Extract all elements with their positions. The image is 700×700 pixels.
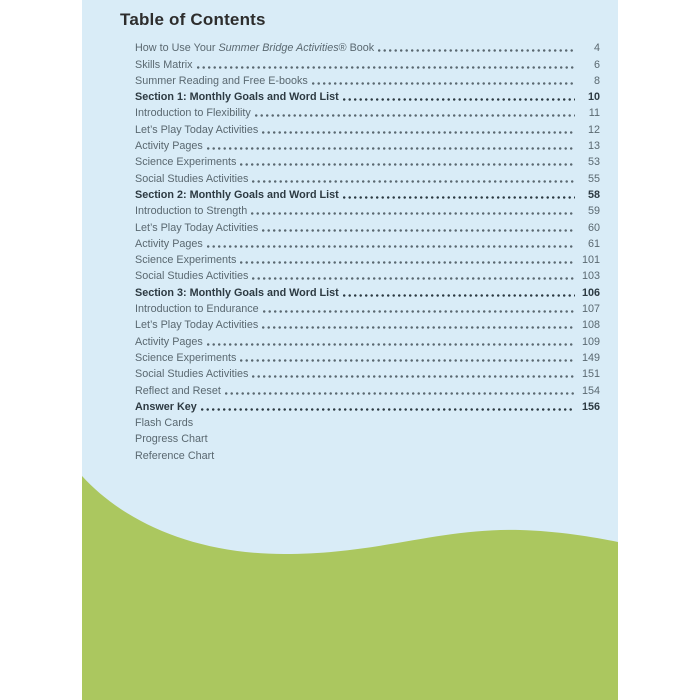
dotted-leader bbox=[207, 343, 575, 346]
dotted-leader bbox=[252, 277, 575, 280]
toc-entry-label: Activity Pages bbox=[135, 140, 203, 153]
toc-page-number: 60 bbox=[587, 221, 600, 234]
toc-row bbox=[135, 349, 600, 365]
toc-page-number: 58 bbox=[587, 188, 600, 201]
toc-row bbox=[135, 365, 600, 381]
toc-row bbox=[135, 186, 600, 202]
toc-entry-label: Activity Pages bbox=[135, 237, 203, 250]
toc-row bbox=[135, 202, 600, 218]
dotted-leader bbox=[252, 375, 575, 378]
toc-entry-label: Answer Key bbox=[135, 400, 197, 413]
toc-entry-label: Let’s Play Today Activities bbox=[135, 221, 259, 234]
toc-row bbox=[135, 72, 600, 88]
dotted-leader bbox=[240, 359, 575, 362]
dotted-leader bbox=[251, 212, 575, 215]
toc-page-number: 151 bbox=[581, 368, 600, 381]
toc-page-number: 11 bbox=[588, 107, 600, 120]
toc-row bbox=[135, 169, 600, 185]
dotted-leader bbox=[262, 326, 575, 329]
dotted-leader bbox=[343, 294, 575, 297]
toc-entry-label: Social Studies Activities bbox=[135, 270, 249, 283]
dotted-leader bbox=[197, 66, 575, 69]
toc-row bbox=[135, 235, 600, 251]
toc-entry-label: Skills Matrix bbox=[135, 58, 193, 71]
toc-row bbox=[135, 120, 600, 136]
dotted-leader bbox=[255, 114, 575, 117]
dotted-leader bbox=[312, 82, 575, 85]
toc-row bbox=[135, 104, 600, 120]
toc-row bbox=[135, 381, 600, 397]
toc-page-number: 53 bbox=[587, 156, 600, 169]
toc-entry-label: Summer Reading and Free E-books bbox=[135, 74, 308, 87]
toc-page-number: 107 bbox=[581, 303, 600, 316]
dotted-leader bbox=[240, 163, 575, 166]
toc-entry-label: Activity Pages bbox=[135, 335, 203, 348]
toc-list bbox=[135, 39, 600, 463]
toc-entry-label: Introduction to Endurance bbox=[135, 303, 259, 316]
wave-shape bbox=[82, 476, 618, 700]
dotted-leader bbox=[207, 245, 575, 248]
toc-row bbox=[135, 300, 600, 316]
toc-row bbox=[135, 39, 600, 55]
dotted-leader bbox=[263, 310, 575, 313]
toc-entry-label: Science Experiments bbox=[135, 254, 237, 267]
toc-row bbox=[135, 88, 600, 104]
toc-row bbox=[135, 398, 600, 414]
dotted-leader bbox=[201, 408, 575, 411]
toc-page-number: 8 bbox=[593, 74, 600, 87]
toc-row bbox=[135, 218, 600, 234]
toc-entry-label: Let’s Play Today Activities bbox=[135, 123, 259, 136]
dotted-leader bbox=[240, 261, 575, 264]
toc-entry-label: Section 3: Monthly Goals and Word List bbox=[135, 286, 339, 299]
toc-page-number: 154 bbox=[581, 384, 600, 397]
toc-row bbox=[135, 430, 600, 446]
toc-entry-label: Section 1: Monthly Goals and Word List bbox=[135, 91, 339, 104]
dotted-leader bbox=[225, 392, 575, 395]
toc-entry-label: Social Studies Activities bbox=[135, 368, 249, 381]
toc-row bbox=[135, 55, 600, 71]
dotted-leader bbox=[343, 98, 575, 101]
toc-page-number: 6 bbox=[593, 58, 600, 71]
toc-page-number: 106 bbox=[581, 286, 600, 299]
toc-entry-label: Section 2: Monthly Goals and Word List bbox=[135, 188, 339, 201]
toc-page-number: 10 bbox=[587, 91, 600, 104]
toc-entry-label: Flash Cards bbox=[135, 417, 194, 430]
toc-page-number: 12 bbox=[587, 123, 600, 136]
toc-row bbox=[135, 283, 600, 299]
dotted-leader bbox=[207, 147, 575, 150]
toc-entry-label: Science Experiments bbox=[135, 156, 237, 169]
toc-row bbox=[135, 153, 600, 169]
toc-page-number: 101 bbox=[581, 254, 600, 267]
toc-row bbox=[135, 251, 600, 267]
toc-row bbox=[135, 446, 600, 462]
toc-row bbox=[135, 414, 600, 430]
toc-page-number: 103 bbox=[581, 270, 600, 283]
toc-entry-label: Introduction to Flexibility bbox=[135, 107, 251, 120]
wave-decoration bbox=[82, 468, 618, 700]
toc-entry-label: Social Studies Activities bbox=[135, 172, 249, 185]
page-title: Table of Contents bbox=[120, 10, 266, 29]
dotted-leader bbox=[343, 196, 575, 199]
dotted-leader bbox=[378, 49, 575, 52]
toc-entry-label: Reflect and Reset bbox=[135, 384, 221, 397]
toc-entry-label: How to Use Your Summer Bridge Activities® Book bbox=[135, 42, 375, 55]
toc-row bbox=[135, 267, 600, 283]
toc-page-number: 59 bbox=[587, 205, 600, 218]
dotted-leader bbox=[252, 180, 575, 183]
toc-page-number: 4 bbox=[593, 42, 600, 55]
dotted-leader bbox=[262, 131, 575, 134]
toc-page-number: 13 bbox=[587, 140, 600, 153]
toc-page-number: 108 bbox=[581, 319, 600, 332]
dotted-leader bbox=[262, 229, 575, 232]
toc-row bbox=[135, 332, 600, 348]
toc-row bbox=[135, 137, 600, 153]
toc-row bbox=[135, 316, 600, 332]
toc-page-number: 61 bbox=[587, 237, 600, 250]
toc-page-number: 149 bbox=[581, 351, 600, 364]
toc-page-number: 156 bbox=[581, 400, 600, 413]
toc-entry-label: Reference Chart bbox=[135, 449, 215, 462]
toc-page bbox=[82, 0, 618, 700]
toc-entry-label: Introduction to Strength bbox=[135, 205, 248, 218]
toc-page-number: 55 bbox=[587, 172, 600, 185]
toc-entry-label: Progress Chart bbox=[135, 433, 208, 446]
toc-entry-label: Science Experiments bbox=[135, 351, 237, 364]
toc-entry-label: Let’s Play Today Activities bbox=[135, 319, 259, 332]
toc-page-number: 109 bbox=[581, 335, 600, 348]
